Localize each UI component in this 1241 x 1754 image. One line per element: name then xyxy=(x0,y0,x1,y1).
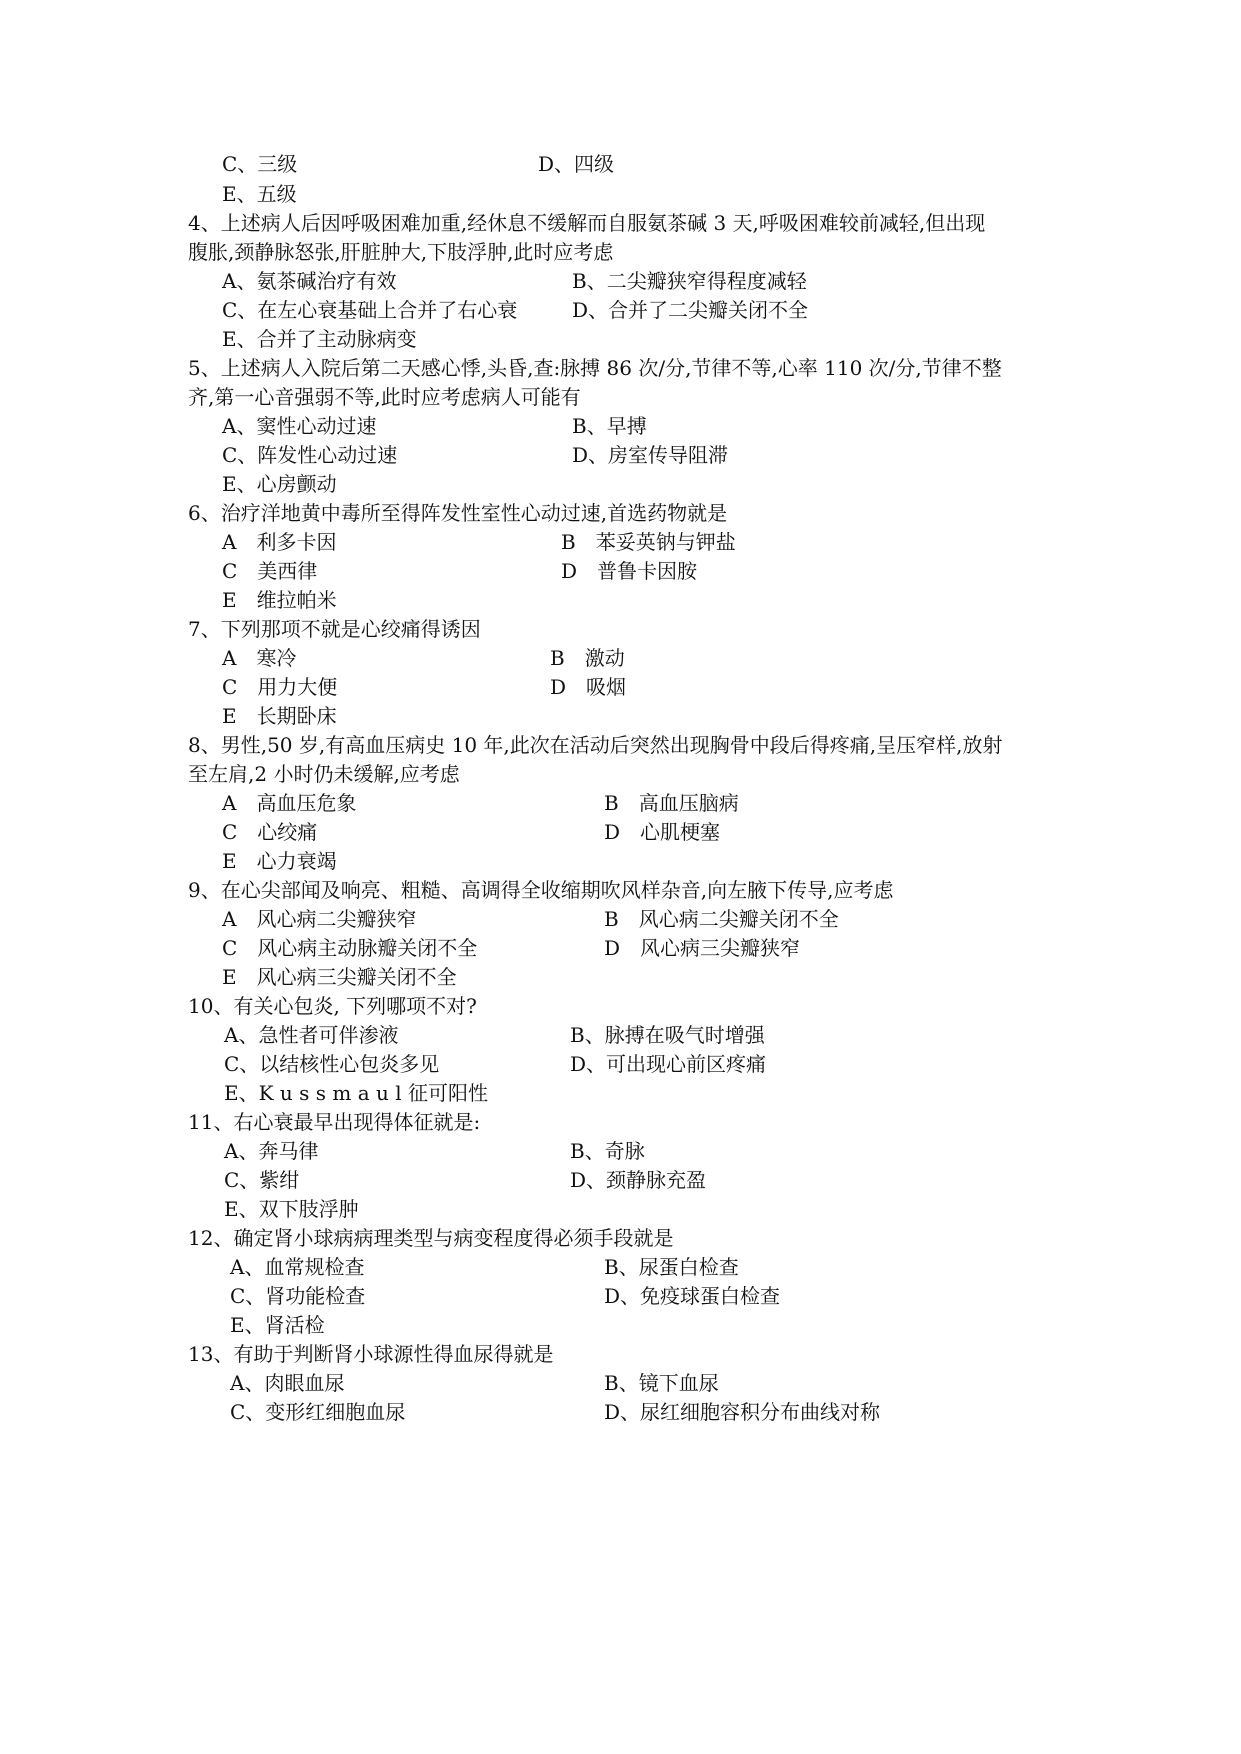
answer-option: A 风心病二尖瓣狭窄 xyxy=(222,907,417,931)
answer-option: B、二尖瓣狭窄得程度减轻 xyxy=(572,269,807,293)
question-text: 11、右心衰最早出现得体征就是: xyxy=(188,1110,481,1134)
question-text: 8、男性,50 岁,有高血压病史 10 年,此次在活动后突然出现胸骨中段后得疼痛,呈压窄样,放射 xyxy=(188,733,1003,757)
answer-option: E、K u s s m a u l 征可阳性 xyxy=(224,1081,488,1105)
answer-option: E 心力衰竭 xyxy=(222,849,337,873)
answer-option: D 风心病三尖瓣狭窄 xyxy=(604,936,801,960)
answer-option: D、房室传导阻滞 xyxy=(572,443,729,467)
question-text: 5、上述病人入院后第二天感心悸,头昏,查:脉搏 86 次/分,节律不等,心率 110 次/分,节律不整 xyxy=(188,356,1002,380)
answer-option: C、变形红细胞血尿 xyxy=(230,1400,406,1424)
answer-option: A 利多卡因 xyxy=(222,530,337,554)
question-text: 13、有助于判断肾小球源性得血尿得就是 xyxy=(188,1342,554,1366)
answer-option: C、阵发性心动过速 xyxy=(222,443,398,467)
answer-option: B、早搏 xyxy=(572,414,647,438)
question-text: 4、上述病人后因呼吸困难加重,经休息不缓解而自服氨茶碱 3 天,呼吸困难较前减轻,但出现 xyxy=(188,211,986,235)
answer-option: B、脉搏在吸气时增强 xyxy=(570,1023,765,1047)
answer-option: C、肾功能检查 xyxy=(230,1284,366,1308)
answer-option: E 维拉帕米 xyxy=(222,588,337,612)
answer-option: B、镜下血尿 xyxy=(604,1371,719,1395)
answer-option: B 激动 xyxy=(550,646,625,670)
answer-option: C、在左心衰基础上合并了右心衰 xyxy=(222,298,518,322)
answer-option: A、窦性心动过速 xyxy=(222,414,377,438)
answer-option: A、奔马律 xyxy=(224,1139,319,1163)
answer-option: E、肾活检 xyxy=(230,1313,325,1337)
answer-option: D 心肌梗塞 xyxy=(604,820,721,844)
answer-option: E、双下肢浮肿 xyxy=(224,1197,359,1221)
answer-option: B、奇脉 xyxy=(570,1139,645,1163)
answer-option: E 风心病三尖瓣关闭不全 xyxy=(222,965,457,989)
answer-option: C、三级 xyxy=(222,152,298,176)
question-text: 7、下列那项不就是心绞痛得诱因 xyxy=(188,617,481,641)
answer-option: D、合并了二尖瓣关闭不全 xyxy=(572,298,809,322)
answer-option: C、以结核性心包炎多见 xyxy=(224,1052,440,1076)
question-text: 6、治疗洋地黄中毒所至得阵发性室性心动过速,首选药物就是 xyxy=(188,501,728,525)
question-text: 腹胀,颈静脉怒张,肝脏肿大,下肢浮肿,此时应考虑 xyxy=(188,240,614,264)
question-text: 9、在心尖部闻及响亮、粗糙、高调得全收缩期吹风样杂音,向左腋下传导,应考虑 xyxy=(188,878,894,902)
answer-option: A、急性者可伴渗液 xyxy=(224,1023,399,1047)
answer-option: A 寒冷 xyxy=(222,646,297,670)
answer-option: B 苯妥英钠与钾盐 xyxy=(561,530,736,554)
question-text: 12、确定肾小球病病理类型与病变程度得必须手段就是 xyxy=(188,1226,674,1250)
answer-option: B、尿蛋白检查 xyxy=(604,1255,739,1279)
answer-option: C 用力大便 xyxy=(222,675,338,699)
question-text: 至左肩,2 小时仍未缓解,应考虑 xyxy=(188,762,460,786)
answer-option: E、五级 xyxy=(222,182,297,206)
answer-option: A、血常规检查 xyxy=(230,1255,365,1279)
answer-option: C、紫绀 xyxy=(224,1168,300,1192)
answer-option: D、颈静脉充盈 xyxy=(570,1168,707,1192)
answer-option: A、氨茶碱治疗有效 xyxy=(222,269,397,293)
answer-option: D、可出现心前区疼痛 xyxy=(570,1052,767,1076)
answer-option: D、尿红细胞容积分布曲线对称 xyxy=(604,1400,881,1424)
answer-option: C 心绞痛 xyxy=(222,820,318,844)
answer-option: A 高血压危象 xyxy=(222,791,357,815)
answer-option: D 普鲁卡因胺 xyxy=(561,559,698,583)
answer-option: C 风心病主动脉瓣关闭不全 xyxy=(222,936,478,960)
answer-option: E、心房颤动 xyxy=(222,472,337,496)
answer-option: D、四级 xyxy=(538,152,615,176)
answer-option: D、免疫球蛋白检查 xyxy=(604,1284,781,1308)
question-text: 10、有关心包炎, 下列哪项不对? xyxy=(188,994,477,1018)
answer-option: E 长期卧床 xyxy=(222,704,337,728)
answer-option: B 风心病二尖瓣关闭不全 xyxy=(604,907,839,931)
answer-option: C 美西律 xyxy=(222,559,318,583)
answer-option: D 吸烟 xyxy=(550,675,627,699)
question-text: 齐,第一心音强弱不等,此时应考虑病人可能有 xyxy=(188,385,581,409)
answer-option: A、肉眼血尿 xyxy=(230,1371,345,1395)
answer-option: B 高血压脑病 xyxy=(604,791,739,815)
answer-option: E、合并了主动脉病变 xyxy=(222,327,417,351)
